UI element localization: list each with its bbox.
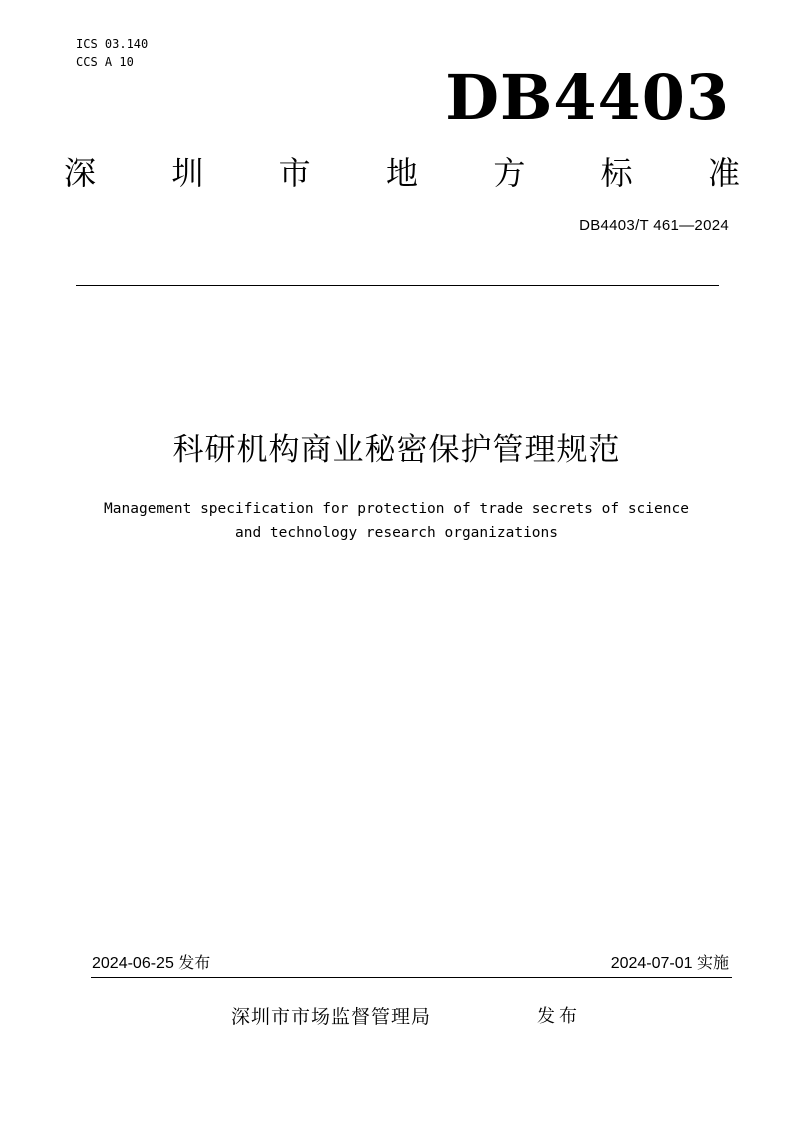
category-char: 准 (707, 154, 740, 192)
category-char: 市 (278, 154, 311, 192)
implementation-date: 2024-07-01 实施 (610, 955, 729, 972)
category-char: 深 (64, 154, 97, 192)
category-char: 圳 (171, 154, 204, 192)
document-title-english-line1: Management specification for protection of trade secrets of science (104, 501, 689, 517)
document-title-english-line2: and technology research organizations (234, 525, 558, 541)
document-title-chinese: 科研机构商业秘密保护管理规范 (172, 432, 621, 468)
ccs-code: CCS A 10 (76, 55, 134, 69)
category-char: 标 (600, 154, 633, 192)
issue-date: 2024-06-25 发布 (92, 955, 211, 972)
category-char: 地 (385, 154, 418, 192)
standard-number: DB4403/T 461—2024 (579, 217, 729, 234)
issued-label: 发布 (537, 1006, 581, 1027)
category-char: 方 (493, 154, 526, 192)
standard-category (64, 153, 740, 193)
header-divider (76, 285, 719, 286)
footer-divider (91, 977, 732, 978)
issuing-authority: 深圳市市场监督管理局 (231, 1006, 432, 1028)
ics-code: ICS 03.140 (76, 37, 149, 51)
standard-code: DB4403 (445, 61, 730, 134)
